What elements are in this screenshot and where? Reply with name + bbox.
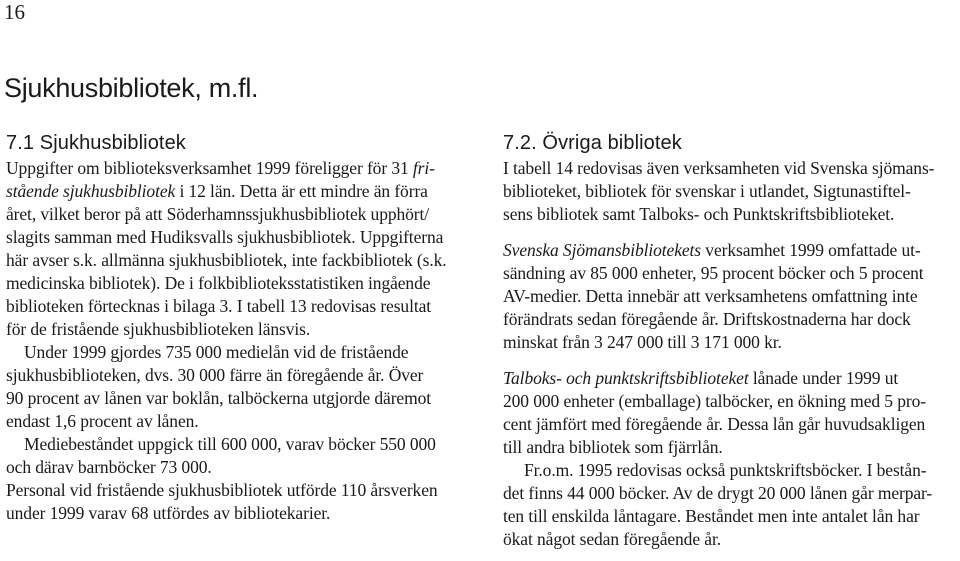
- paragraph: [6, 157, 466, 341]
- text-line: för de fristående sjukhusbiblioteken länsvis.: [6, 319, 311, 339]
- text-line: I tabell 14 redovisas även verksamheten vid Svenska sjömans-: [503, 158, 935, 178]
- section-heading-sjukhusbibliotek: 7.1 Sjukhusbibliotek: [6, 132, 186, 154]
- text-line: ökat något sedan föregående år.: [503, 529, 721, 549]
- text-span: Uppgifter om biblioteksverksamhet 1999 föreligger för 31: [6, 158, 413, 178]
- text-span: lånade under 1999 ut: [748, 368, 899, 388]
- text-line: endast 1,6 procent av lånen.: [6, 411, 199, 431]
- right-column: [503, 131, 960, 551]
- text-line: under 1999 varav 68 utfördes av bibliotekarier.: [6, 503, 331, 523]
- paragraph-spacer: [503, 226, 960, 239]
- text-line: ten till enskilda låntagare. Beståndet men inte antalet lån har: [503, 506, 920, 526]
- left-column: [6, 131, 466, 525]
- paragraph: [6, 341, 466, 433]
- italic-text: Svenska Sjömansbibliotekets: [503, 240, 702, 260]
- text-line: slagits samman med Hudiksvalls sjukhusbibliotek. Uppgifterna: [6, 227, 444, 247]
- text-line: minskat från 3 247 000 till 3 171 000 kr.: [503, 332, 782, 352]
- text-line: [503, 239, 960, 262]
- text-line: AV-medier. Detta innebär att verksamhetens omfattning inte: [503, 286, 918, 306]
- text-line: året, vilket beror på att Söderhamnssjukhusbibliotek upphört/: [6, 204, 430, 224]
- chapter-title: Sjukhusbibliotek, m.fl.: [4, 73, 259, 103]
- text-line: Under 1999 gjordes 735 000 medielån vid de fristående: [24, 342, 409, 362]
- text-line: Mediebeståndet uppgick till 600 000, varav böcker 550 000: [24, 434, 436, 454]
- text-line: 90 procent av lånen var boklån, talböckerna utgjorde däremot: [6, 388, 432, 408]
- paragraph-spacer: [503, 354, 960, 367]
- text-span: verksamhet 1999 omfattade ut-: [701, 240, 921, 260]
- paragraph: [503, 157, 960, 226]
- text-line: och därav barnböcker 73 000.: [6, 457, 212, 477]
- text-line: [6, 157, 466, 180]
- text-line: till andra bibliotek som fjärrlån.: [503, 437, 723, 457]
- text-line: förändrats sedan föregående år. Driftskostnaderna har dock: [503, 309, 911, 329]
- text-line: [503, 367, 960, 390]
- text-line: biblioteken förtecknas i bilaga 3. I tabell 13 redovisas resultat: [6, 296, 432, 316]
- paragraph: [503, 239, 960, 354]
- section-heading-ovriga-bibliotek: 7.2. Övriga bibliotek: [503, 132, 682, 154]
- text-line: Fr.o.m. 1995 redovisas också punktskriftsböcker. I bestån-: [524, 460, 927, 480]
- paragraph: [503, 367, 960, 459]
- italic-text: fri-: [412, 158, 435, 178]
- text-line: [6, 180, 466, 203]
- text-line: cent jämfört med föregående år. Dessa lån går huvudsakligen: [503, 414, 926, 434]
- text-line: sändning av 85 000 enheter, 95 procent böcker och 5 procent: [503, 263, 924, 283]
- text-line: sens bibliotek samt Talboks- och Punktskriftsbiblioteket.: [503, 204, 895, 224]
- text-span: i 12 län. Detta är ett mindre än förra: [175, 181, 428, 201]
- paragraph: [6, 479, 466, 525]
- italic-text: stående sjukhusbibliotek: [6, 181, 176, 201]
- text-line: här avser s.k. allmänna sjukhusbibliotek, inte fackbibliotek (s.k.: [6, 250, 447, 270]
- page-number: 16: [4, 0, 25, 24]
- text-line: Personal vid fristående sjukhusbibliotek utförde 110 årsverken: [6, 480, 438, 500]
- paragraph: [6, 433, 466, 479]
- paragraph: [503, 459, 960, 551]
- text-line: 200 000 enheter (emballage) talböcker, en ökning med 5 pro-: [503, 391, 926, 411]
- text-line: medicinska bibliotek). De i folkbiblioteksstatistiken ingående: [6, 273, 431, 293]
- italic-text: Talboks- och punktskriftsbiblioteket: [503, 368, 749, 388]
- text-line: biblioteket, bibliotek för svenskar i utlandet, Sigtunastiftel-: [503, 181, 911, 201]
- text-line: det finns 44 000 böcker. Av de drygt 20 000 lånen går merpar-: [503, 483, 933, 503]
- text-line: sjukhusbiblioteken, dvs. 30 000 färre än föregående år. Över: [6, 365, 424, 385]
